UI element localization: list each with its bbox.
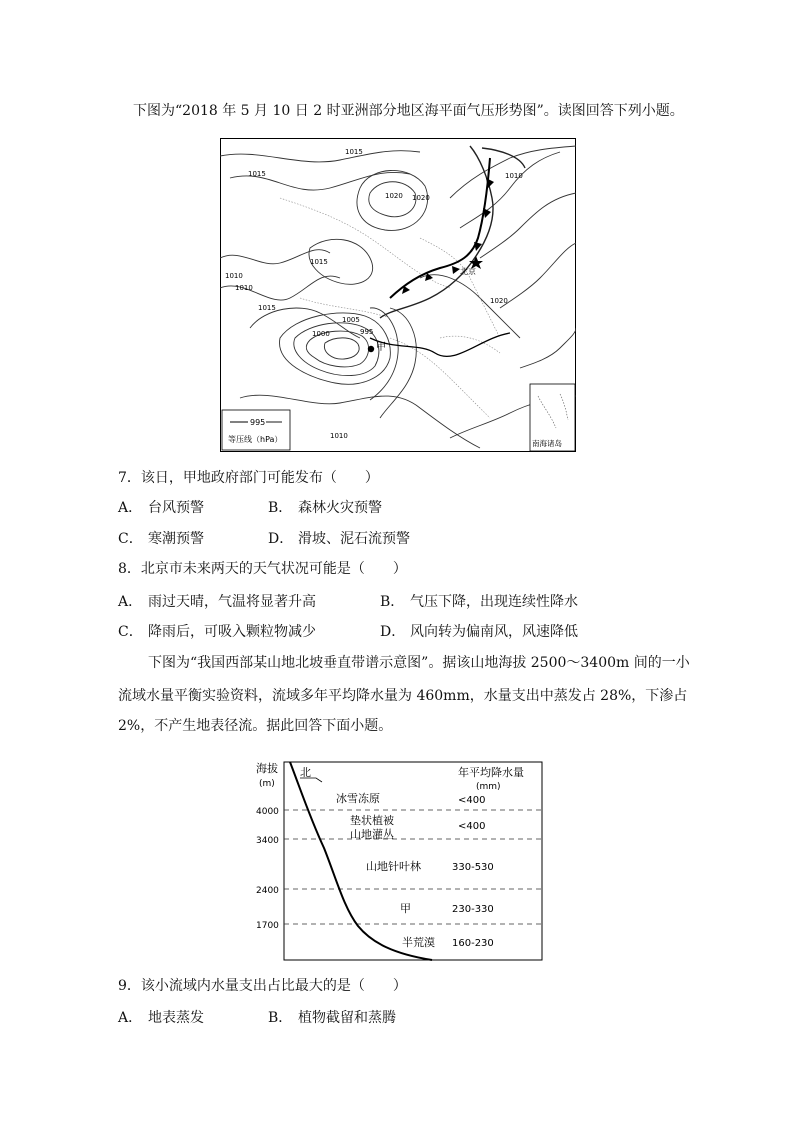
isobar-label: 1020 xyxy=(490,297,508,305)
option-letter: C． xyxy=(118,531,143,547)
option-text: 降雨后，可吸入颗粒物减少 xyxy=(148,624,316,640)
precip-value: 330-530 xyxy=(452,862,494,873)
option-letter: A． xyxy=(118,1010,143,1026)
tick-label: 2400 xyxy=(256,886,279,896)
precip-unit: (mm) xyxy=(476,782,501,792)
isobar-label: 1020 xyxy=(385,192,403,200)
north-label: 北 xyxy=(300,766,311,779)
zone-name: 甲 xyxy=(400,902,411,915)
q9-option-b[interactable] xyxy=(268,1008,396,1028)
intro-paragraph-1: 下图为“2018 年 5 月 10 日 2 时亚洲部分地区海平面气压形势图”。读图回答下列小题。 xyxy=(133,103,684,119)
option-text: 滑坡、泥石流预警 xyxy=(298,531,410,547)
option-text: 雨过天晴，气温将显著升高 xyxy=(148,594,316,610)
isobar-label: 995 xyxy=(360,328,374,336)
intro-paragraph-2-line-1: 下图为“我国西部某山地北坡垂直带谱示意图”。据该山地海拔 2500～3400m 间的一小 xyxy=(148,655,690,671)
q7-stem: 7．该日，甲地政府部门可能发布（ ） xyxy=(118,470,379,486)
isobar-label: 1015 xyxy=(258,304,276,312)
inset-label: 南海诸岛 xyxy=(532,439,562,448)
q7-option-d[interactable] xyxy=(268,529,410,549)
option-text: 台风预警 xyxy=(148,500,204,516)
isobar-label: 1010 xyxy=(235,284,253,292)
q8-stem: 8．北京市未来两天的天气状况可能是（ ） xyxy=(118,561,407,577)
option-letter: D． xyxy=(268,531,294,547)
precip-value: <400 xyxy=(458,821,486,832)
precip-value: 230-330 xyxy=(452,904,494,915)
q8-option-a[interactable] xyxy=(118,592,316,612)
tick-label: 3400 xyxy=(256,836,279,846)
q8-option-c[interactable] xyxy=(118,622,316,642)
zone-name: 冰雪冻原 xyxy=(336,792,380,805)
option-text: 植物截留和蒸腾 xyxy=(298,1010,396,1026)
option-text: 气压下降，出现连续性降水 xyxy=(410,594,578,610)
isobar-label: 1020 xyxy=(412,194,430,202)
y-axis-label: 海拔 xyxy=(256,762,278,775)
tick-label: 1700 xyxy=(256,921,279,931)
option-letter: D． xyxy=(380,624,406,640)
option-letter: A． xyxy=(118,500,143,516)
option-text: 风向转为偏南风，风速降低 xyxy=(410,624,578,640)
intro-paragraph-2-line-3: 2%，不产生地表径流。据此回答下面小题。 xyxy=(118,718,393,734)
option-letter: B． xyxy=(380,594,405,610)
precip-value: 160-230 xyxy=(452,938,494,949)
q8-option-d[interactable] xyxy=(380,622,578,642)
legend-label: 等压线（hPa） xyxy=(228,435,283,444)
precip-value: <400 xyxy=(458,795,486,806)
y-axis-unit: (m) xyxy=(259,779,275,789)
isobar-label: 1015 xyxy=(345,148,363,156)
option-letter: B． xyxy=(268,500,293,516)
intro-paragraph-2-line-2: 流域水量平衡实验资料，流域多年平均降水量为 460mm，水量支出中蒸发占 28%，下渗占 xyxy=(118,688,688,704)
isobar-label: 1000 xyxy=(312,330,330,338)
beijing-label: 北京 xyxy=(460,267,476,276)
zone-name: 半荒漠 xyxy=(402,936,435,949)
jia-label: 甲 xyxy=(376,342,386,353)
isobar-label: 1015 xyxy=(310,258,328,266)
option-letter: B． xyxy=(268,1010,293,1026)
isobar-label: 1010 xyxy=(225,272,243,280)
option-letter: A． xyxy=(118,594,143,610)
isobar-label: 1010 xyxy=(505,172,523,180)
tick-label: 4000 xyxy=(256,807,279,817)
option-text: 森林火灾预警 xyxy=(298,500,382,516)
map-legend xyxy=(222,410,290,450)
south-china-sea-inset xyxy=(530,384,575,451)
vertical-zonation-diagram xyxy=(254,758,544,964)
zone-name: 垫状植被 xyxy=(350,814,394,827)
zone-name: 山地灌丛 xyxy=(350,828,394,841)
q7-option-c[interactable] xyxy=(118,529,204,549)
zone-name: 山地针叶林 xyxy=(366,860,421,873)
q9-option-a[interactable] xyxy=(118,1008,204,1028)
isobar-label: 1015 xyxy=(248,170,266,178)
option-text: 寒潮预警 xyxy=(148,531,204,547)
q8-option-b[interactable] xyxy=(380,592,578,612)
isobar-label: 1010 xyxy=(330,432,348,440)
option-text: 地表蒸发 xyxy=(148,1010,204,1026)
y-axis-ticks xyxy=(256,807,279,931)
isobar-label: 1005 xyxy=(342,316,360,324)
q9-stem: 9．该小流域内水量支出占比最大的是（ ） xyxy=(118,978,407,994)
sea-level-pressure-map xyxy=(220,138,576,452)
legend-value: 995 xyxy=(250,418,266,427)
q7-option-b[interactable] xyxy=(268,498,382,518)
option-letter: C． xyxy=(118,624,143,640)
precip-title: 年平均降水量 xyxy=(458,766,524,779)
q7-option-a[interactable] xyxy=(118,498,204,518)
